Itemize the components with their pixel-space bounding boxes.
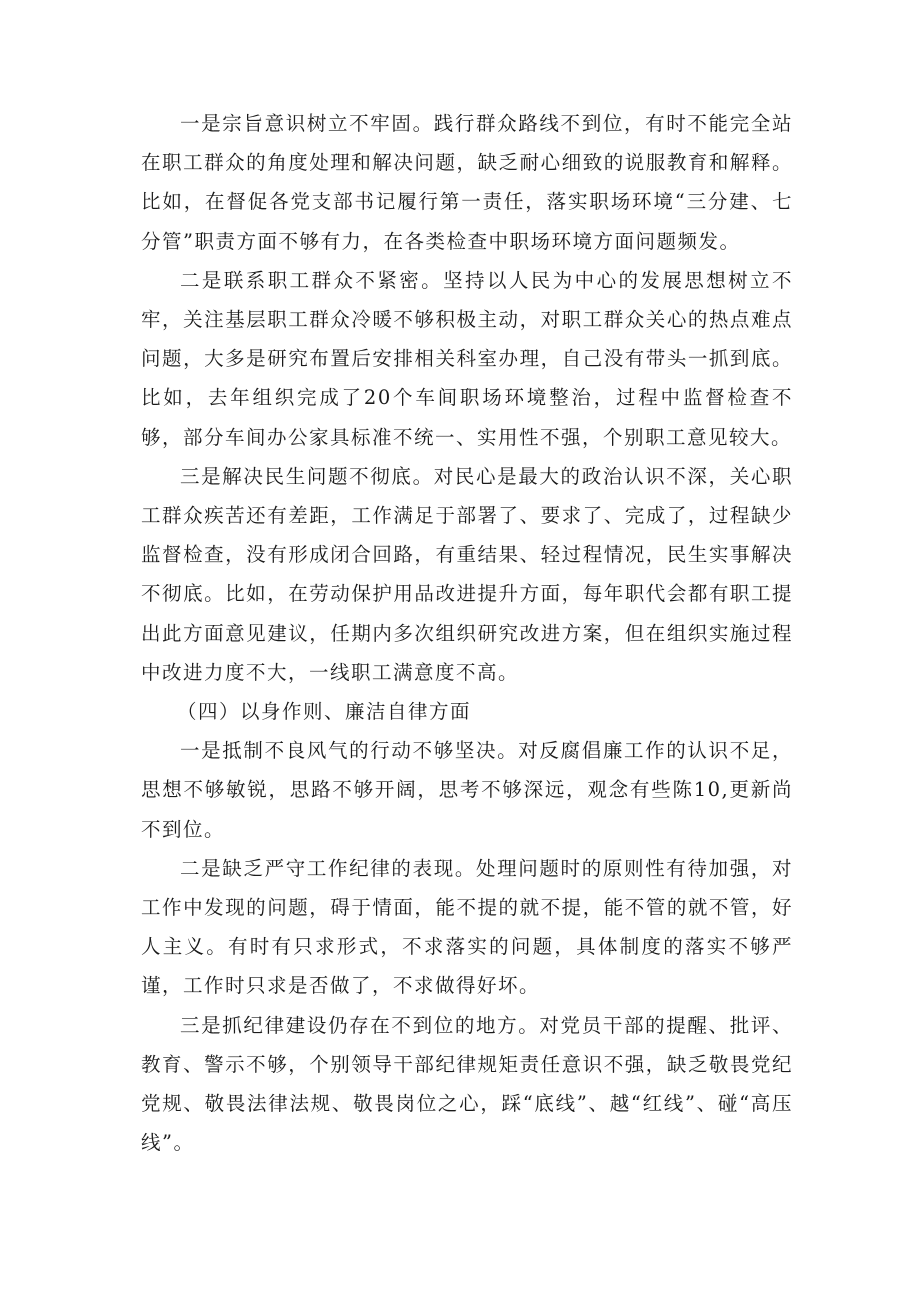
paragraph-work-discipline: 二是缺乏严守工作纪律的表现。处理问题时的原则性有待加强，对工作中发现的问题，碍于情面，能不提的就不提，能不管的就不管，好人主义。有时有只求形式，不求落实的问题，具体制度的落实不够严谨，工作时只求是否做了，不求做得好坏。: [141, 856, 793, 998]
document-body: [141, 104, 793, 1162]
paragraph-purpose-awareness: 一是宗旨意识树立不牢固。践行群众路线不到位，有时不能完全站在职工群众的角度处理和解决问题，缺乏耐心细致的说服教育和解释。比如，在督促各党支部书记履行第一责任，落实职场环境“三分建、七分管”职责方面不够有力，在各类检查中职场环境方面问题频发。: [141, 112, 793, 253]
paragraph-discipline-building: 三是抓纪律建设仍存在不到位的地方。对党员干部的提醒、批评、教育、警示不够，个别领导干部纪律规矩责任意识不强，缺乏敬畏党纪党规、敬畏法律法规、敬畏岗位之心，踩“底线”、越“红线”、碰“高压线”。: [141, 1013, 793, 1155]
section-heading: （四）以身作则、廉洁自律方面: [177, 700, 472, 724]
paragraph-resist-bad-practices: 一是抵制不良风气的行动不够坚决。对反腐倡廉工作的认识不足，思想不够敏锐，思路不够开阔，思考不够深远，观念有些陈10,更新尚不到位。: [141, 739, 793, 841]
paragraph-livelihood-issues: 三是解决民生问题不彻底。对民心是最大的政治认识不深，关心职工群众疾苦还有差距，工作满足于部署了、要求了、完成了，过程缺少监督检查，没有形成闭合回路，有重结果、轻过程情况，民生实事解决不彻底。比如，在劳动保护用品改进提升方面，每年职代会都有职工提出此方面意见建议，任期内多次组织研究改进方案，但在组织实施过程中改进力度不大，一线职工满意度不高。: [141, 464, 793, 684]
paragraph-contact-workers: 二是联系职工群众不紧密。坚持以人民为中心的发展思想树立不牢，关注基层职工群众冷暖不够积极主动，对职工群众关心的热点难点问题，大多是研究布置后安排相关科室办理，自己没有带头一抓到底。比如，去年组织完成了20个车间职场环境整治，过程中监督检查不够，部分车间办公家具标准不统一、实用性不强，个别职工意见较大。: [141, 268, 793, 449]
